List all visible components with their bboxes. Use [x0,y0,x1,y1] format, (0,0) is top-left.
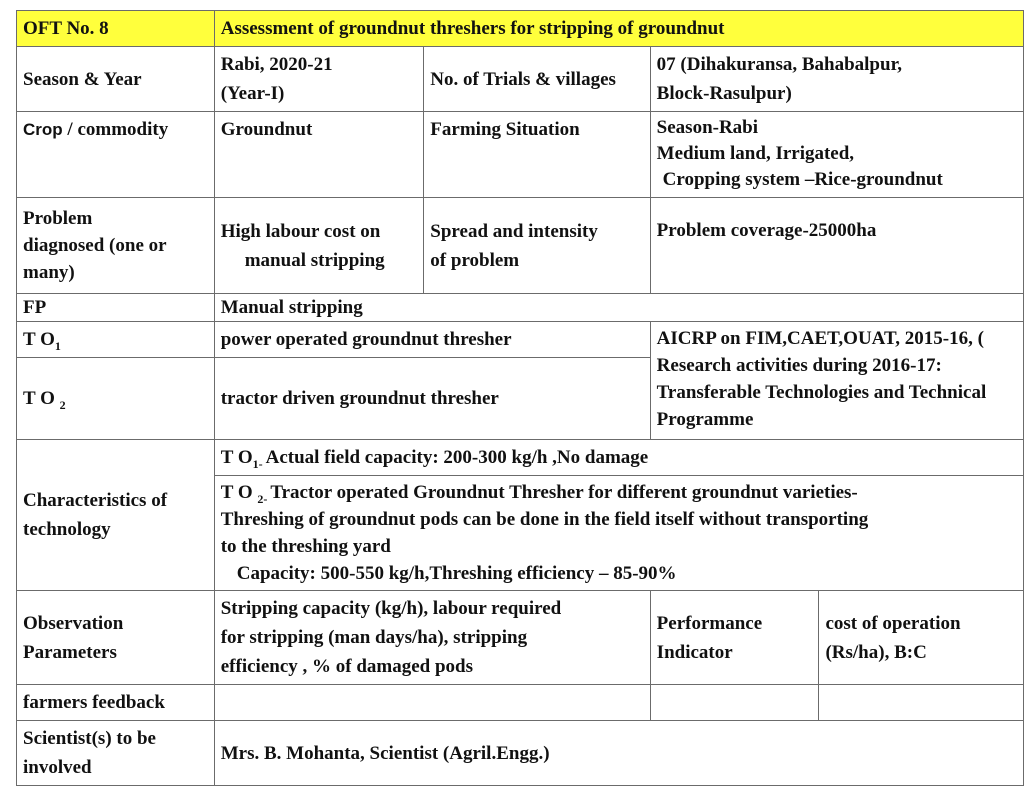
oft-number-cell [17,11,215,47]
to2-label-cell [17,358,215,440]
fp-row [17,294,1024,322]
season-value-cell [214,47,424,112]
problem-label-line2: diagnosed (one or [23,235,167,256]
feedback-label-cell [17,685,215,721]
fp-value: Manual stripping [220,297,363,318]
trials-value-cell [650,47,1023,112]
observation-params-line1: Stripping capacity (kg/h), labour required [220,598,562,619]
oft-number: OFT No. 8 [23,18,109,39]
season-label: Season & Year [23,68,142,90]
season-value-line1: Rabi, 2020-21 [220,54,333,75]
source-line4: Programme [656,409,754,430]
fp-label: FP [23,297,47,318]
oft-title-cell [214,11,1023,47]
performance-indicator-line2: Indicator [656,641,733,663]
problem-label-cell [17,198,215,294]
problem-value-line2: manual stripping [244,249,385,271]
season-value-line2: (Year-I) [220,83,285,104]
source-line2: Research activities during 2016-17: [656,355,942,376]
observation-params-line3: efficiency , % of damaged pods [220,656,473,677]
trials-label-cell [424,47,650,112]
problem-row [17,198,1024,294]
fp-label-cell [17,294,215,322]
characteristics-label-cell [17,440,215,591]
feedback-empty-cell-1 [214,685,650,721]
to2-label: T O [23,388,60,409]
char-to1-text: Actual field capacity: 200-300 kg/h ,No damage [265,447,649,468]
problem-value-cell [214,198,424,294]
characteristics-row-1 [17,440,1024,476]
situation-label: Farming Situation [430,119,580,140]
season-label-cell [17,47,215,112]
problem-label-line1: Problem [23,208,93,229]
cost-line1: cost of operation [825,612,961,634]
to1-value-cell [214,322,650,358]
observation-label-line1: Observation [23,612,124,634]
to2-value: tractor driven groundnut thresher [220,388,499,409]
characteristics-to2-cell [214,476,1023,591]
scientist-label-line1: Scientist(s) to be [23,728,156,749]
to1-row [17,322,1024,358]
to2-value-cell [214,358,650,440]
crop-value-cell [214,112,424,198]
char-to1-sub: 1- [252,456,266,471]
characteristics-label-line1: Characteristics of [23,490,168,511]
trials-label: No. of Trials & villages [430,68,616,90]
observation-params-line2: for stripping (man days/ha), stripping [220,627,528,648]
scientist-value: Mrs. B. Mohanta, Scientist (Agril.Engg.) [220,742,550,764]
problem-label-line3: many) [23,262,75,283]
observation-label-cell [17,591,215,685]
situation-line1: Season-Rabi [656,117,759,138]
situation-line2: Medium land, Irrigated, [656,143,855,164]
scientist-row [17,721,1024,786]
trials-value-line2: Block-Rasulpur) [656,83,792,104]
to1-sub: 1 [54,338,61,353]
situation-value-cell [650,112,1023,198]
feedback-label: farmers feedback [23,692,165,713]
spread-label-line1: Spread and intensity [430,220,598,242]
char-to2-line4: Capacity: 500-550 kg/h,Threshing efficiency – 85-90% [236,563,677,584]
characteristics-to1-cell [214,440,1023,476]
fp-value-cell [214,294,1023,322]
performance-indicator-cell [650,591,819,685]
to1-value: power operated groundnut thresher [220,329,512,350]
situation-label-cell [424,112,650,198]
to2-sub: 2 [59,397,66,412]
characteristics-label-line2: technology [23,519,111,540]
source-cell [650,322,1023,440]
coverage-cell [650,198,1023,294]
spread-label-line2: of problem [430,249,520,271]
char-to2-line2: Threshing of groundnut pods can be done in the field itself without transporting [220,509,869,530]
cost-cell [819,591,1024,685]
situation-line3: Cropping system –Rice-groundnut [662,169,943,190]
oft-title: Assessment of groundnut threshers for stripping of groundnut [220,18,725,39]
char-to2-line1: Tractor operated Groundnut Thresher for different groundnut varieties- [270,482,858,503]
observation-params-cell [214,591,650,685]
crop-row [17,112,1024,198]
trials-value-line1: 07 (Dihakuransa, Bahabalpur, [656,54,903,75]
source-line3: Transferable Technologies and Technical [656,382,987,403]
char-to1-prefix: T O [220,447,253,468]
crop-value: Groundnut [220,119,313,140]
cost-line2: (Rs/ha), B:C [825,641,927,663]
feedback-empty-cell-3 [819,685,1024,721]
char-to2-sub: 2- [257,491,271,506]
observation-label-line2: Parameters [23,641,117,663]
observation-row [17,591,1024,685]
crop-label-cell [17,112,215,198]
to1-label: T O [23,329,55,350]
scientist-value-cell [214,721,1023,786]
crop-label-prefix: Crop [23,120,63,139]
season-row [17,47,1024,112]
problem-coverage: Problem coverage-25000ha [656,220,877,241]
spread-label-cell [424,198,650,294]
problem-value-line1: High labour cost on [220,220,381,242]
source-line1: AICRP on FIM,CAET,OUAT, 2015-16, ( [656,328,984,349]
char-to2-prefix: T O [220,482,258,503]
feedback-empty-cell-2 [650,685,819,721]
scientist-label-cell [17,721,215,786]
crop-label-suffix: / commodity [62,119,169,140]
scientist-label-line2: involved [23,757,92,778]
oft-table [16,10,1024,786]
char-to2-line3: to the threshing yard [220,536,391,557]
performance-indicator-line1: Performance [656,612,763,634]
to1-label-cell [17,322,215,358]
feedback-row [17,685,1024,721]
header-row [17,11,1024,47]
